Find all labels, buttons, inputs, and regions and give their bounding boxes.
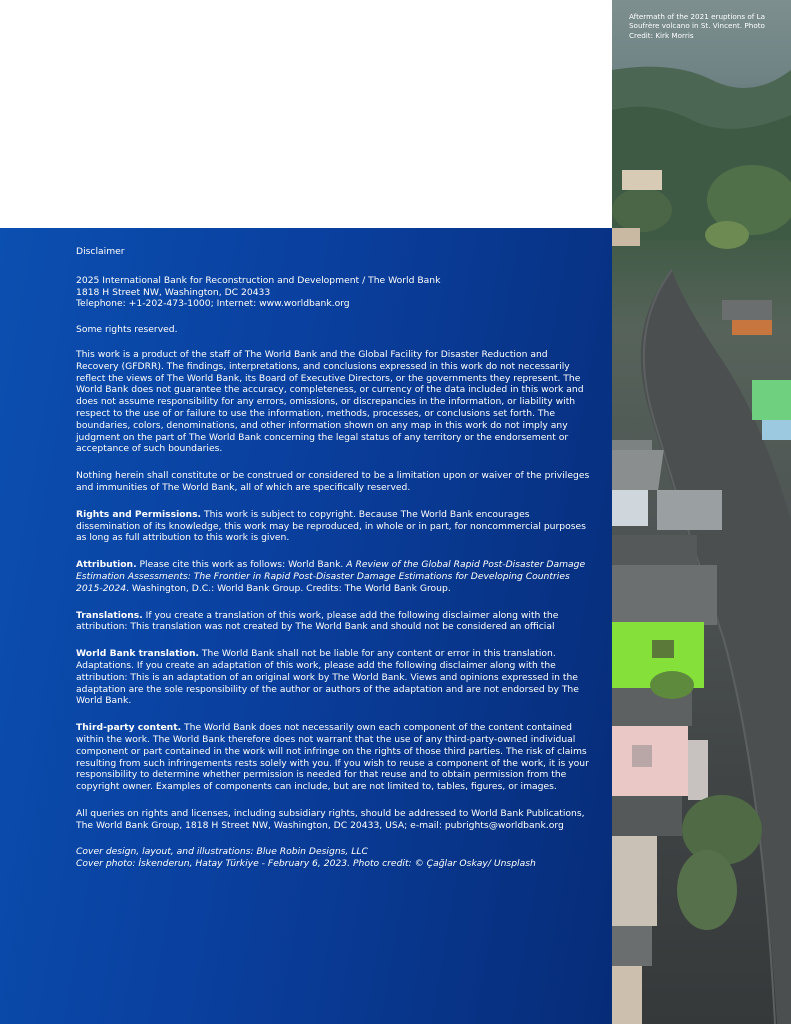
house <box>622 170 662 190</box>
address-line-1: 2025 International Bank for Reconstruction and Development / The World Bank <box>76 274 441 286</box>
rights-permissions <box>76 509 590 544</box>
house <box>732 320 772 335</box>
house-roof <box>612 450 664 490</box>
attribution-text-2: . Washington, D.C.: World Bank Group. Credits: The World Bank Group. <box>126 582 451 594</box>
translations-text: If you create a translation of this work, please add the following disclaimer along with the attribution: This translation was not created by The World Bank and should not be considered an official <box>76 609 559 633</box>
photo-caption: Aftermath of the 2021 eruptions of La Soufrère volcano in St. Vincent. Photo Credit: Kirk Morris <box>629 12 765 40</box>
disclaimer-heading: Disclaimer <box>76 246 125 257</box>
blank-header-area <box>0 0 612 228</box>
attribution-label: Attribution. <box>76 559 137 571</box>
disclaimer-content <box>76 246 590 870</box>
village-street-illustration <box>612 0 791 1024</box>
house-roof <box>612 565 717 625</box>
window <box>652 640 674 658</box>
house-roof <box>612 796 682 836</box>
translations <box>76 610 590 634</box>
attribution-text-1: Please cite this work as follows: World Bank. <box>136 559 347 571</box>
house-roof <box>612 926 652 966</box>
publisher-address <box>76 275 590 310</box>
house <box>762 420 791 440</box>
rights-reserved: Some rights reserved. <box>76 324 178 336</box>
photo-credit: Cover photo: İskenderun, Hatay Türkiye - February 6, 2023. Photo credit: © Çağlar Oskay/ Unsplash <box>76 858 536 870</box>
attribution-title: A Review of the Global Rapid Post-Disaster Damage Estimation Assessments: The Frontier in Rapid Post-Disaster Damage Estimations for Developing Countries 2015-2024 <box>76 559 586 594</box>
bush <box>650 671 694 699</box>
address-line-2: 1818 H Street NW, Washington, DC 20433 <box>76 286 271 298</box>
credits <box>76 846 590 870</box>
wall <box>688 740 708 800</box>
translations-label: Translations. <box>76 609 143 621</box>
house <box>612 228 640 246</box>
design-credit: Cover design, layout, and illustrations: Blue Robin Designs, LLC <box>76 846 368 858</box>
disclaimer-paragraph-2: Nothing herein shall constitute or be construed or considered to be a limitation upon or waiver of the privileges and immunities of The World Bank, all of which are specifically reserved. <box>76 470 590 493</box>
house-roof <box>612 535 697 565</box>
third-party-text: The World Bank does not necessarily own each component of the content contained within the work. The World Bank therefore does not warrant that the use of any third-party-owned individual component or part contained in the work will not infringe on the rights of those third parties. The risk of claims resulting from such infringements rests solely with you. If you wish to reuse a component of the work, it is your responsibility to determine whether permission is needed for that reuse and to obtain permission from the copyright owner. Examples of components can include, but are not limited to, tables, figures, or images. <box>76 722 589 793</box>
house <box>722 300 772 320</box>
third-party-content <box>76 722 590 793</box>
disclaimer-paragraph-1: This work is a product of the staff of The World Bank and the Global Facility for Disaster Reduction and Recovery (GFDRR). The findings, interpretations, and conclusions expressed in this work do not necessarily reflect the views of The World Bank, its Board of Executive Directors, or the governments they represent. The World Bank does not guarantee the accuracy, completeness, or currency of the data included in this work and does not assume responsibility for any errors, omissions, or discrepancies in the information, or liability with respect to the use of or failure to use the information, methods, processes, or conclusions set forth. The boundaries, colors, denominations, and other information shown on any map in this work do not imply any judgment on the part of The World Bank concerning the legal status of any territory or the endorsement or acceptance of such boundaries. <box>76 348 584 455</box>
third-party-label: Third-party content. <box>76 722 182 734</box>
tree-cluster <box>612 188 672 232</box>
world-bank-translation <box>76 648 590 707</box>
window <box>632 745 652 767</box>
house <box>657 490 722 530</box>
house <box>612 836 657 926</box>
rights-permissions-label: Rights and Permissions. <box>76 508 202 520</box>
palm <box>705 221 749 249</box>
world-bank-translation-label: World Bank translation. <box>76 648 199 660</box>
house <box>612 966 642 1024</box>
world-bank-translation-text: The World Bank shall not be liable for any content or error in this translation. Adaptations. If you create an adaptation of this work, please add the following disclaimer along with the attribution: This is an adaptation of an original work by The World Bank. Views and opinions expressed in the adaptation are the sole responsibility of the author or authors of the adaptation and are not endorsed by The World Bank. <box>76 648 579 707</box>
attribution <box>76 559 590 594</box>
rights-permissions-text: This work is subject to copyright. Because The World Bank encourages dissemination of its knowledge, this work may be reproduced, in whole or in part, for noncommercial purposes as long as full attribution to this work is given. <box>76 508 586 544</box>
volcano-aftermath-photo <box>612 0 791 1024</box>
bush <box>677 850 737 930</box>
address-line-3: Telephone: +1-202-473-1000; Internet: www.worldbank.org <box>76 298 350 310</box>
house <box>752 380 791 420</box>
queries-paragraph: All queries on rights and licenses, including subsidiary rights, should be addressed to World Bank Publications, The World Bank Group, 1818 H Street NW, Washington, DC 20433, USA; e-mail: pubrights@worldbank.org <box>76 807 585 831</box>
